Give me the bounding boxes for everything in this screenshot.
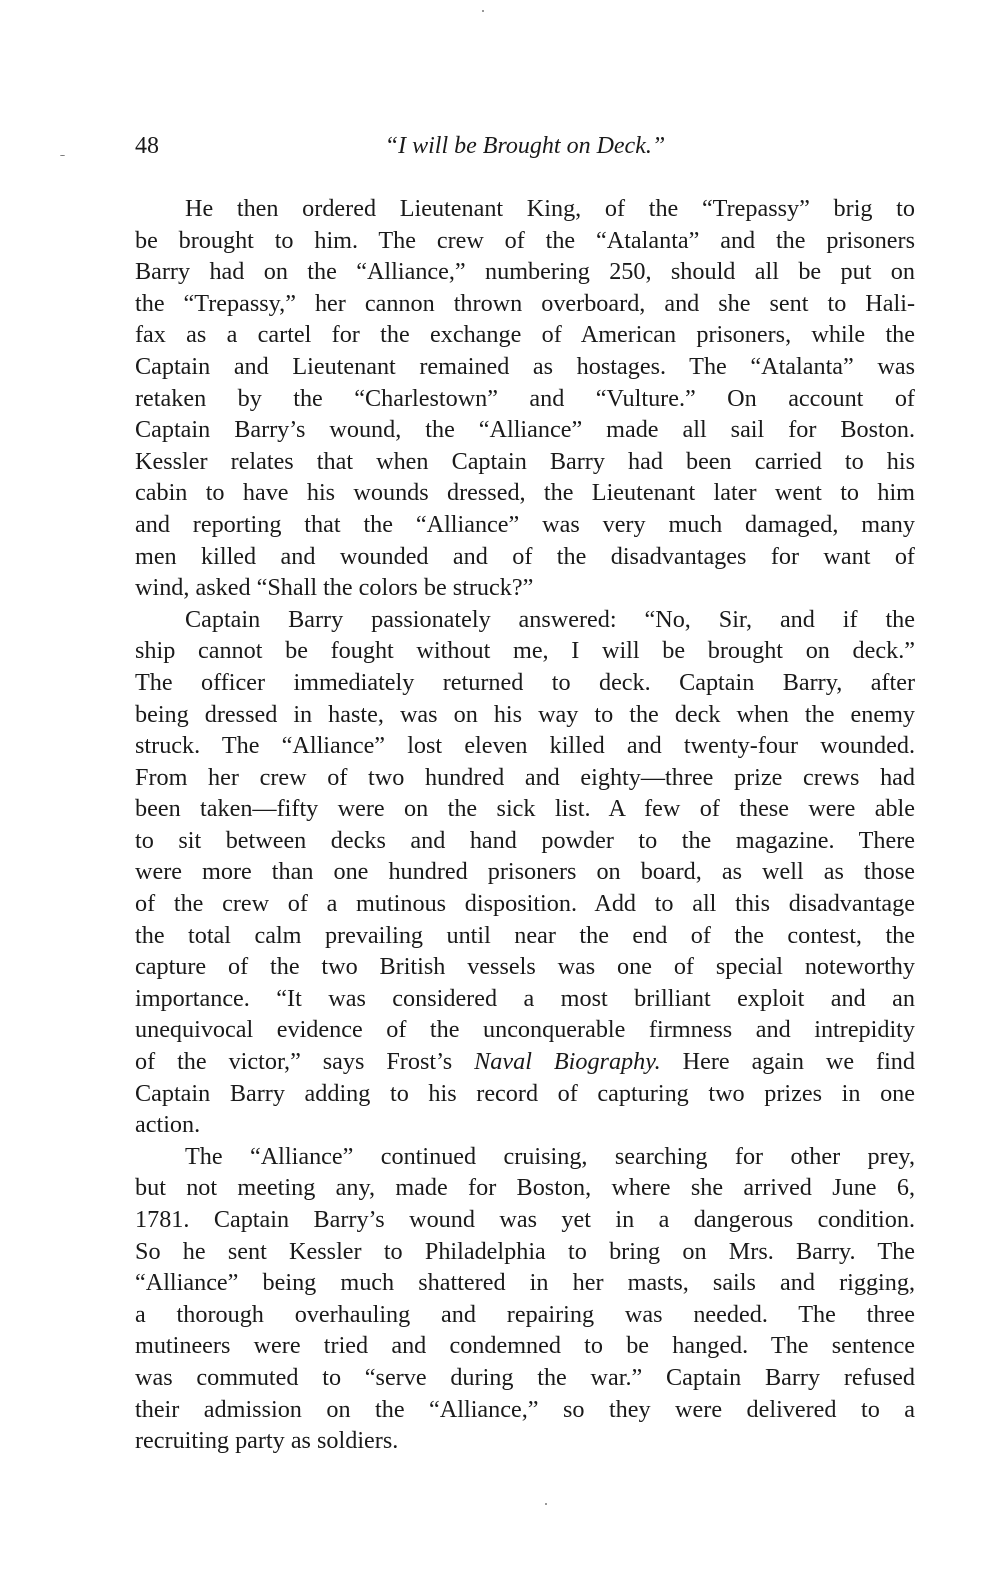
line-text: a thorough overhauling and repairing was needed. The three (135, 1300, 915, 1328)
text-line (135, 509, 915, 541)
text-line (135, 572, 915, 604)
page-header (135, 133, 915, 165)
italic-title: Naval Biography. (474, 1048, 661, 1076)
text-line (135, 888, 915, 920)
line-text: and reporting that the “Alliance” was very much damaged, many (135, 510, 915, 538)
text-line (135, 699, 915, 731)
text-line (135, 604, 915, 636)
line-text: Captain Barry passionately answered: “No, Sir, and if the (185, 605, 915, 633)
line-text: The “Alliance” continued cruising, searching for other prey, (185, 1142, 915, 1170)
text-line (135, 446, 915, 478)
text-line (135, 1425, 915, 1457)
text-line (135, 667, 915, 699)
text-line (135, 383, 915, 415)
text-line (135, 1109, 915, 1141)
text-line (135, 983, 915, 1015)
text-line (135, 1330, 915, 1362)
text-line (135, 351, 915, 383)
line-text: but not meeting any, made for Boston, where she arrived June 6, (135, 1174, 915, 1202)
scan-speck (545, 1503, 547, 1505)
paragraph (135, 193, 915, 604)
text-line (135, 951, 915, 983)
text-line (135, 193, 915, 225)
line-text: retaken by the “Charlestown” and “Vulture.” On account of (135, 384, 915, 412)
line-text: From her crew of two hundred and eighty—three prize crews had (135, 763, 915, 791)
text-line (135, 256, 915, 288)
line-text: “Alliance” being much shattered in her masts, sails and rigging, (135, 1269, 915, 1297)
line-text: unequivocal evidence of the unconquerable firmness and intrepidity (135, 1016, 915, 1044)
line-text: He then ordered Lieutenant King, of the “Trepassy” brig to (185, 195, 915, 222)
line-text: importance. “It was considered a most brilliant exploit and an (135, 984, 915, 1012)
line-text: Captain and Lieutenant remained as hostages. The “Atalanta” was (135, 352, 915, 380)
text-line (135, 1046, 915, 1078)
line-text: 1781. Captain Barry’s wound was yet in a dangerous condition. (135, 1206, 915, 1233)
line-text: being dressed in haste, was on his way to the deck when the enemy (135, 700, 915, 728)
line-text: the “Trepassy,” her cannon thrown overboard, and she sent to Hali- (135, 289, 915, 317)
running-title: “I will be Brought on Deck.” (384, 133, 666, 159)
text-line (135, 1299, 915, 1331)
line-text: Captain Barry’s wound, the “Alliance” made all sail for Boston. (135, 416, 915, 444)
line-text: Captain Barry adding to his record of capturing two prizes in one (135, 1079, 915, 1107)
line-text: recruiting party as soldiers. (135, 1427, 399, 1455)
page-body (135, 193, 915, 1457)
line-text: be brought to him. The crew of the “Atalanta” and the prisoners (135, 226, 915, 254)
text-line (135, 1014, 915, 1046)
text-line (135, 1078, 915, 1110)
line-text: ship cannot be fought without me, I will be brought on deck.” (135, 637, 915, 665)
scan-speck (482, 10, 484, 12)
paragraph (135, 1141, 915, 1457)
line-text: capture of the two British vessels was one of special noteworthy (135, 953, 915, 981)
line-text: cabin to have his wounds dressed, the Lieutenant later went to him (135, 479, 915, 507)
text-line (135, 1236, 915, 1268)
line-text: men killed and wounded and of the disadvantages for want of (135, 542, 915, 570)
text-line (135, 1204, 915, 1236)
text-line (135, 762, 915, 794)
paragraph (135, 604, 915, 1141)
line-text: Here again we find (660, 1048, 915, 1076)
line-text: their admission on the “Alliance,” so they were delivered to a (135, 1395, 915, 1423)
text-line (135, 288, 915, 320)
line-text: was commuted to “serve during the war.” Captain Barry refused (135, 1363, 915, 1391)
line-text: Kessler relates that when Captain Barry had been carried to his (135, 447, 915, 475)
scan-speck (60, 155, 65, 156)
line-text: of the crew of a mutinous disposition. Add to all this disadvantage (135, 890, 915, 918)
line-text: were more than one hundred prisoners on board, as well as those (135, 858, 915, 886)
page-number: 48 (135, 133, 159, 159)
text-line (135, 1172, 915, 1204)
line-text: mutineers were tried and condemned to be hanged. The sentence (135, 1332, 915, 1360)
line-text: So he sent Kessler to Philadelphia to bring on Mrs. Barry. The (135, 1237, 915, 1265)
line-text: The officer immediately returned to deck. Captain Barry, after (135, 668, 915, 696)
line-text: action. (135, 1111, 201, 1139)
text-line (135, 1267, 915, 1299)
text-line (135, 1141, 915, 1173)
text-line (135, 635, 915, 667)
line-text: of the victor,” says Frost’s (135, 1048, 475, 1076)
line-text: the total calm prevailing until near the end of the contest, the (135, 921, 915, 949)
text-line (135, 793, 915, 825)
text-line (135, 1362, 915, 1394)
line-text: to sit between decks and hand powder to the magazine. There (135, 826, 915, 854)
text-line (135, 825, 915, 857)
line-text: wind, asked “Shall the colors be struck?” (135, 574, 534, 602)
text-line (135, 920, 915, 952)
text-line (135, 319, 915, 351)
line-text: fax as a cartel for the exchange of American prisoners, while the (135, 321, 915, 349)
text-line (135, 541, 915, 573)
text-line (135, 414, 915, 446)
text-line (135, 1394, 915, 1426)
text-line (135, 477, 915, 509)
line-text: been taken—fifty were on the sick list. A few of these were able (135, 795, 915, 823)
text-line (135, 856, 915, 888)
text-line (135, 225, 915, 257)
text-line (135, 730, 915, 762)
line-text: Barry had on the “Alliance,” numbering 250, should all be put on (135, 258, 915, 286)
line-text: struck. The “Alliance” lost eleven killed and twenty-four wounded. (135, 732, 915, 760)
